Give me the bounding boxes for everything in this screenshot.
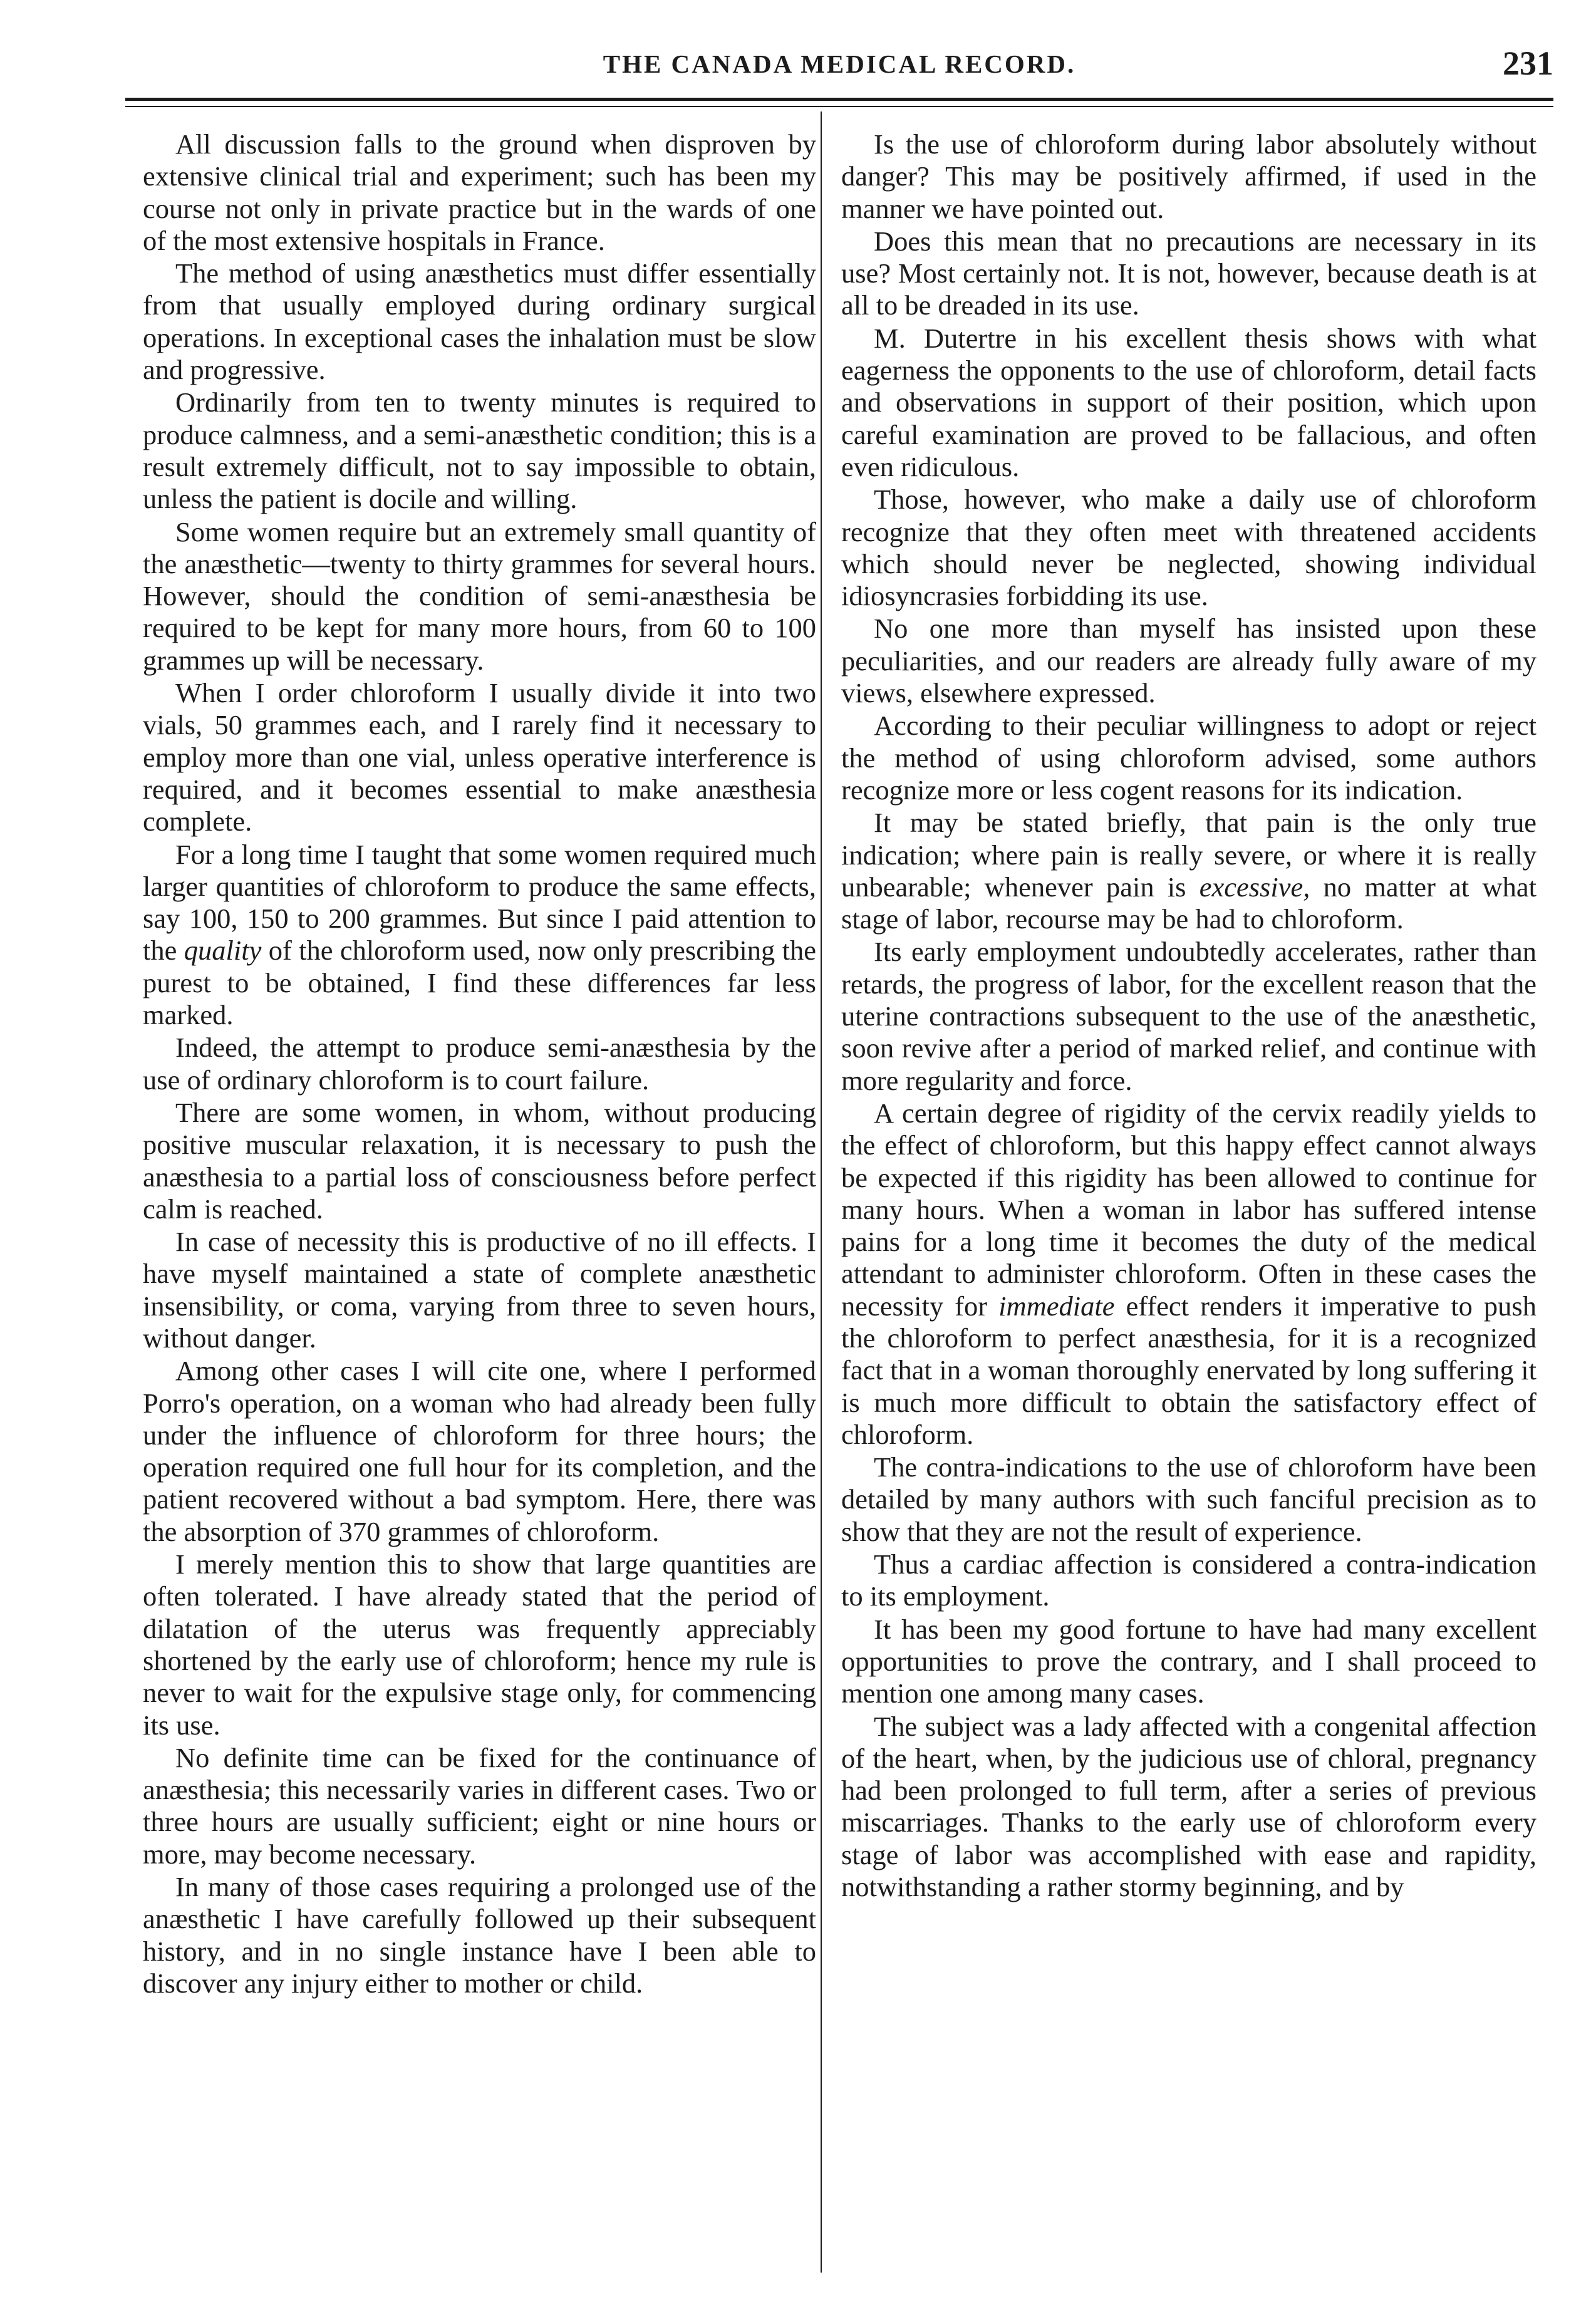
paragraph-text: no matter at what stage of labor, recourse may be had to chloroform. [841, 871, 1537, 935]
paragraph [841, 1097, 1536, 1451]
paragraph: Indeed, the attempt to produce semi-anæsthesia by the use of ordinary chloroform is to court failure. [143, 1032, 816, 1096]
paragraph: In case of necessity this is productive of no ill effects. I have myself maintained a state of complete anæsthetic insensibility, or coma, varying from three to seven hours, without danger. [143, 1226, 816, 1354]
paragraph: The contra-indications to the use of chloroform have been detailed by many authors with such fanciful precision as to show that they are not the result of experience. [841, 1451, 1536, 1547]
paragraph: Does this mean that no precautions are necessary in its use? Most certainly not. It is not, however, because death is at all to be dreaded in its use. [841, 225, 1536, 321]
paragraph [841, 807, 1536, 935]
running-head: THE CANADA MEDICAL RECORD. [603, 49, 1076, 78]
paragraph: Thus a cardiac affection is considered a contra-indication to its employment. [841, 1548, 1536, 1612]
paragraph: According to their peculiar willingness to adopt or reject the method of using chloroform advised, some authors recognize more or less cogent reasons for its indication. [841, 710, 1536, 806]
page-header [125, 44, 1553, 94]
paragraph: There are some women, in whom, without producing positive muscular relaxation, it is necessary to push the anæsthesia to a partial loss of consciousness before perfect calm is reached. [143, 1096, 816, 1225]
paragraph: No definite time can be fixed for the continuance of anæsthesia; this necessarily varies in different cases. Two or three hours are usually sufficient; eight or nine hours or more, may become necessary. [143, 1741, 816, 1870]
paragraph-text: For a long time I taught that some women required much larger quantities of chloroform to produce the same effects, say 100, 150 to 200 grammes. But since I paid attention to the [143, 838, 816, 967]
paragraph: Ordinarily from ten to twenty minutes is required to produce calmness, and a semi-anæsthetic condition; this is a result extremely difficult, not to say impossible to obtain, unless the patient is docile and willing. [143, 386, 816, 515]
paragraph: Its early employment undoubtedly accelerates, rather than retards, the progress of labor, for the excellent reason that the uterine contractions subsequent to the use of the anæsthetic, soon revive after a period of marked relief, and continue with more regularity and force. [841, 936, 1536, 1096]
page-number: 231 [1503, 44, 1553, 82]
emphasis-text: quality [184, 935, 262, 967]
paragraph-text: effect renders it imperative to push the chloroform to perfect anæsthesia, for it is a recognized fact that in a woman thoroughly enervated by long suffering it is much more difficult to obtain the satisfactory effect of chloroform. [841, 1290, 1536, 1450]
paragraph-text: of the chloroform used, now only prescribing the purest to be obtained, I find these differences far less marked. [143, 935, 816, 1031]
paragraph-text: A certain degree of rigidity of the cervix readily yields to the effect of chloroform, but this happy effect cannot always be expected if this rigidity has been allowed to continue for many hours. When a woman in labor has suffered intense pains for a long time it becomes the duty of the medical attendant to administer chloroform. Often in these cases the necessity for [841, 1097, 1536, 1322]
paragraph: In many of those cases requiring a prolonged use of the anæsthetic I have carefully followed up their subsequent history, and in no single instance have I been able to discover any injury either to mother or child. [143, 1871, 816, 1999]
paragraph-text: It may be stated briefly, that pain is the only true indication; where pain is really severe, or where it is really unbearable; whenever pain is [841, 807, 1536, 903]
paragraph: All discussion falls to the ground when disproven by extensive clinical trial and experiment; such has been my course not only in private practice but in the wards of one of the most extensive hospitals in France. [143, 128, 816, 256]
left-column [143, 128, 816, 1999]
paragraph: Among other cases I will cite one, where I performed Porro's operation, on a woman who had already been fully under the influence of chloroform for three hours; the operation required one full hour for its completion, and the patient recovered without a bad symptom. Here, there was the absorption of 370 grammes of chloroform. [143, 1355, 816, 1547]
right-column [841, 128, 1536, 1903]
header-rule-thick [125, 98, 1553, 101]
emphasis-text: excessive, [1199, 871, 1310, 903]
column-divider [821, 111, 822, 2273]
paragraph [143, 839, 816, 1032]
paragraph: No one more than myself has insisted upon these peculiarities, and our readers are already fully aware of my views, elsewhere expressed. [841, 613, 1536, 709]
paragraph: Is the use of chloroform during labor absolutely without danger? This may be positively affirmed, if used in the manner we have pointed out. [841, 128, 1536, 224]
paragraph: The method of using anæsthetics must differ essentially from that usually employed during ordinary surgical operations. In exceptional cases the inhalation must be slow and progressive. [143, 257, 816, 386]
paragraph: Those, however, who make a daily use of chloroform recognize that they often meet with threatened accidents which should never be neglected, showing individual idiosyncrasies forbidding its use. [841, 484, 1536, 612]
emphasis-text: immediate [998, 1290, 1115, 1322]
header-rule-thin [125, 106, 1553, 107]
paragraph: Some women require but an extremely small quantity of the anæsthetic—twenty to thirty grammes for several hours. However, should the condition of semi-anæsthesia be required to be kept for many more hours, from 60 to 100 grammes up will be necessary. [143, 516, 816, 676]
paragraph: The subject was a lady affected with a congenital affection of the heart, when, by the judicious use of chloral, pregnancy had been prolonged to full term, after a series of previous miscarriages. Thanks to the early use of chloroform every stage of labor was accomplished with ease and rapidity, notwithstanding a rather stormy beginning, and by [841, 1710, 1536, 1903]
paragraph: M. Dutertre in his excellent thesis shows with what eagerness the opponents to the use of chloroform, detail facts and observations in support of their position, which upon careful examination are proved to be fallacious, and often even ridiculous. [841, 322, 1536, 482]
paragraph: It has been my good fortune to have had many excellent opportunities to prove the contrary, and I shall proceed to mention one among many cases. [841, 1613, 1536, 1709]
paragraph: I merely mention this to show that large quantities are often tolerated. I have already stated that the period of dilatation of the uterus was frequently appreciably shortened by the early use of chloroform; hence my rule is never to wait for the expulsive stage only, for commencing its use. [143, 1548, 816, 1741]
paragraph: When I order chloroform I usually divide it into two vials, 50 grammes each, and I rarely find it necessary to employ more than one vial, unless operative interference is required, and it becomes essential to make anæsthesia complete. [143, 677, 816, 837]
